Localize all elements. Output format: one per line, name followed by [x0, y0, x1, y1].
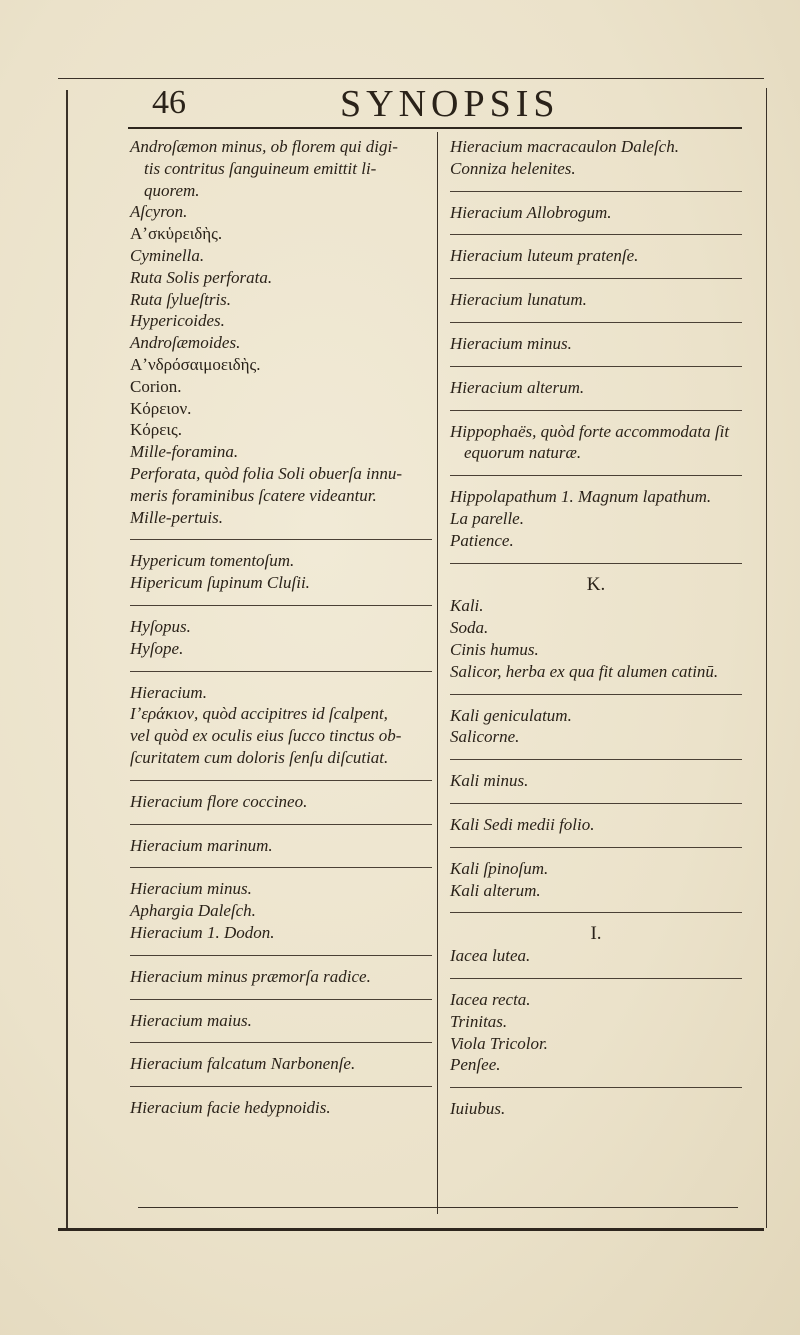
entry-line: Patience.: [450, 530, 514, 550]
section-divider: [130, 1086, 432, 1087]
entry-line: Hypericum tomentoſum.: [130, 551, 295, 571]
entry-line: quorem.: [144, 180, 200, 200]
entry-line: Aʼνδρόσαιμοειδὴς.: [130, 354, 261, 374]
section-divider: [130, 867, 432, 868]
entry-line: La parelle.: [450, 508, 524, 528]
entry-line: Aphargia Daleſch.: [130, 901, 256, 921]
section-divider: [450, 366, 742, 367]
synonym-group: [450, 486, 742, 551]
section-divider: [130, 539, 432, 540]
synonym-group: [450, 923, 742, 967]
entry-line: Ruta ſylueſtris.: [130, 289, 232, 309]
entry-line: Salicorne.: [450, 727, 520, 747]
left-column: [130, 136, 432, 1119]
entry-line: Hieracium lunatum.: [450, 290, 587, 310]
entry-line: Hieracium luteum pratenſe.: [450, 246, 639, 266]
entry-line: Hieracium marinum.: [130, 835, 273, 855]
section-divider: [450, 563, 742, 564]
letter-heading: K.: [586, 573, 606, 595]
section-divider: [130, 605, 432, 606]
entry-line: Iuiubus.: [450, 1099, 506, 1119]
synonym-group: [130, 1053, 432, 1075]
entry-line: Iacea lutea.: [450, 946, 531, 966]
page-header: [140, 82, 740, 126]
entry-line: Cinis humus.: [450, 639, 539, 659]
entry-line: Salicor, herba ex qua fit alumen catinū.: [450, 661, 719, 681]
entry-line: Aʼσκὑρειδὴς.: [130, 224, 223, 244]
synonym-group: [450, 1098, 742, 1120]
section-divider: [450, 694, 742, 695]
entry-line: Kali ſpinoſum.: [450, 858, 549, 878]
entry-line: Kali.: [450, 596, 484, 616]
section-divider: [450, 978, 742, 979]
entry-line: Penſee.: [450, 1055, 501, 1075]
running-head: SYNOPSIS: [340, 83, 560, 125]
synonym-group: [130, 835, 432, 857]
section-divider: [130, 824, 432, 825]
entry-line: vel quòd ex oculis eius ſucco tinctus ob-: [130, 726, 402, 746]
synonym-group: [130, 616, 432, 660]
entry-line: Hieracium falcatum Narbonenſe.: [130, 1054, 356, 1074]
section-divider: [450, 191, 742, 192]
synonym-group: [450, 858, 742, 902]
entry-line: Iacea recta.: [450, 989, 531, 1009]
entry-line: Hieracium maius.: [130, 1010, 252, 1030]
section-divider: [450, 1087, 742, 1088]
synonym-group: [450, 705, 742, 749]
entry-line: Androſæmoides.: [130, 333, 241, 353]
entry-line: Hieracium.: [130, 682, 207, 702]
entry-line: Kali geniculatum.: [450, 705, 572, 725]
entry-line: Hieracium facie hedypnoidis.: [130, 1098, 331, 1118]
entry-line: Iʼεράκιον, quòd accipitres id ſcalpent,: [130, 704, 388, 724]
section-divider: [450, 803, 742, 804]
entry-line: Hieracium Allobrogum.: [450, 202, 612, 222]
entry-line: Hieracium 1. Dodon.: [130, 922, 275, 942]
entry-line: Hypericoides.: [130, 311, 225, 331]
synonym-group: [450, 289, 742, 311]
entry-line: Conniza helenites.: [450, 158, 576, 178]
synonym-group: [130, 878, 432, 943]
synonym-group: [450, 377, 742, 399]
entry-line: Mille-pertuis.: [130, 507, 224, 527]
synonym-group: [450, 770, 742, 792]
section-divider: [450, 278, 742, 279]
frame-bottom-rule: [58, 1228, 764, 1231]
entry-line: equorum naturæ.: [464, 443, 582, 463]
entry-line: Hieracium macracaulon Daleſch.: [450, 137, 679, 156]
section-divider: [450, 847, 742, 848]
section-divider: [450, 475, 742, 476]
entry-line: Androſæmon minus, ob florem qui digi-: [130, 137, 398, 156]
section-divider: [130, 1042, 432, 1043]
section-divider: [130, 999, 432, 1000]
right-column: [450, 136, 742, 1120]
entry-line: Perforata, quòd folia Soli obuerſa innu-: [130, 463, 402, 483]
synonym-group: [130, 550, 432, 594]
frame-top-rule: [58, 78, 764, 79]
section-divider: [130, 955, 432, 956]
entry-line: Hieracium alterum.: [450, 377, 585, 397]
header-rule: [128, 127, 742, 129]
synonym-group: [450, 989, 742, 1076]
section-divider: [450, 322, 742, 323]
column-separator: [437, 132, 438, 1214]
frame-left-rule: [66, 90, 68, 1230]
letter-heading: I.: [590, 923, 602, 945]
section-divider: [450, 912, 742, 913]
synonym-group: [130, 791, 432, 813]
frame-right-rule: [766, 88, 767, 1228]
section-divider: [130, 780, 432, 781]
entry-line: Mille-foramina.: [130, 442, 239, 462]
entry-line: Hieracium minus.: [450, 333, 572, 353]
section-divider: [450, 759, 742, 760]
synonym-group: [130, 1010, 432, 1032]
section-divider: [130, 671, 432, 672]
entry-line: Hieracium minus præmorſa radice.: [130, 966, 371, 986]
section-divider: [450, 410, 742, 411]
synonym-group: [450, 245, 742, 267]
entry-line: Corion.: [130, 376, 182, 396]
entry-line: Kali minus.: [450, 771, 529, 791]
entry-line: tis contritus ſanguineum emittit li-: [144, 158, 377, 178]
entry-line: Hyſopus.: [130, 616, 191, 636]
synonym-group: [130, 1097, 432, 1119]
entry-line: Kali Sedi medii folio.: [450, 814, 595, 834]
entry-line: Κόρειον.: [130, 398, 192, 418]
bottom-rule: [138, 1207, 738, 1208]
entry-line: Cyminella.: [130, 245, 205, 265]
entry-line: Hieracium minus.: [130, 879, 252, 899]
entry-line: Κόρεις.: [130, 420, 182, 440]
entry-line: Ruta Solis perforata.: [130, 267, 273, 287]
entry-line: ſcuritatem cum doloris ſenſu diſcutiat.: [130, 747, 389, 767]
synonym-group: [130, 136, 432, 528]
entry-line: Kali alterum.: [450, 880, 541, 900]
entry-line: Hieracium flore coccineo.: [130, 791, 308, 811]
entry-line: Trinitas.: [450, 1011, 508, 1031]
entry-line: meris foraminibus ſcatere videantur.: [130, 485, 377, 505]
entry-line: Hippolapathum 1. Magnum lapathum.: [450, 487, 712, 507]
synonym-group: [450, 136, 742, 180]
entry-line: Hyſope.: [130, 638, 184, 658]
entry-line: Hippophaës, quòd forte accommodata ſit: [450, 421, 730, 441]
synonym-group: [450, 333, 742, 355]
entry-line: Soda.: [450, 618, 489, 638]
page-number: 46: [152, 84, 186, 121]
entry-line: Hipericum ſupinum Cluſii.: [130, 573, 310, 593]
synonym-group: [450, 202, 742, 224]
entry-line: Aſcyron.: [130, 202, 188, 222]
section-divider: [450, 234, 742, 235]
synonym-group: [450, 814, 742, 836]
synonym-group: [450, 421, 742, 465]
entry-line: Viola Tricolor.: [450, 1033, 548, 1053]
synonym-group: [130, 966, 432, 988]
synonym-group: [450, 574, 742, 683]
synonym-group: [130, 682, 432, 769]
